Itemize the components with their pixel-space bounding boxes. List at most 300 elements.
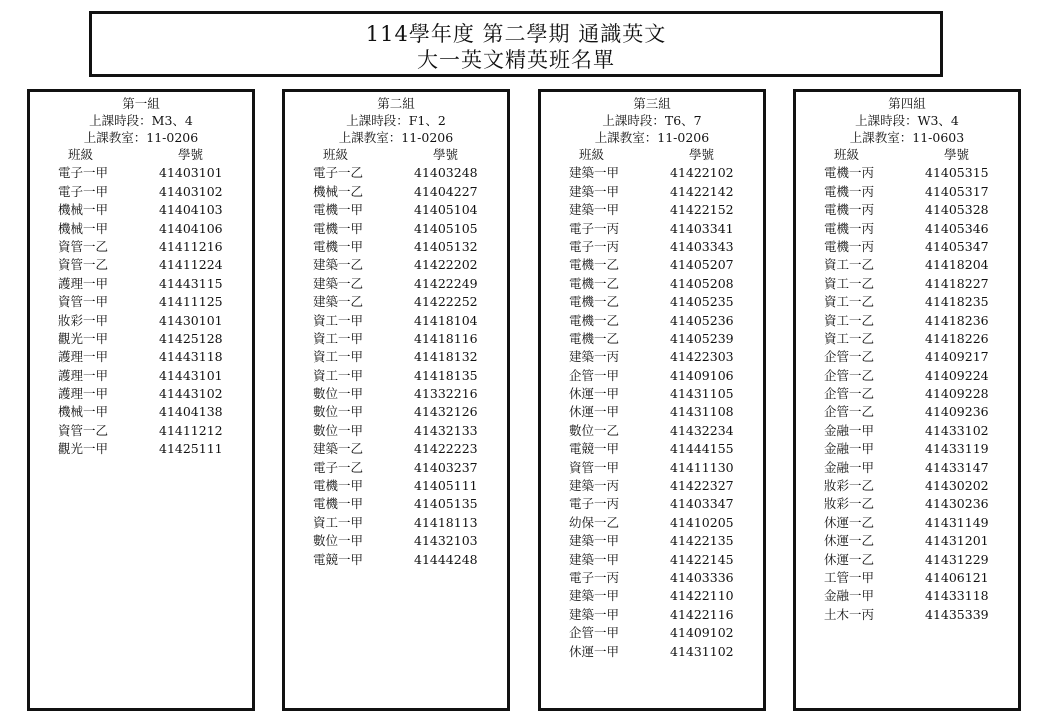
student-row — [796, 238, 1018, 256]
student-row — [541, 569, 763, 587]
student-id: 41422135 — [670, 533, 734, 549]
student-id: 41444155 — [670, 441, 734, 457]
student-class: 觀光一甲 — [58, 330, 109, 346]
student-row — [796, 164, 1018, 182]
student-class: 妝彩一甲 — [58, 312, 109, 328]
student-class: 資工一乙 — [824, 312, 875, 328]
student-row — [285, 495, 507, 513]
student-id: 41409224 — [925, 367, 989, 383]
group-heading — [30, 95, 252, 146]
student-class: 護理一甲 — [58, 386, 109, 402]
student-class: 建築一丙 — [569, 478, 620, 494]
group-time-slot: 上課時段：T6、7 — [602, 113, 702, 128]
student-id: 41418226 — [925, 330, 989, 346]
student-row — [796, 403, 1018, 421]
group-time-slot: 上課時段：M3、4 — [89, 113, 193, 128]
group-1-panel — [27, 89, 255, 711]
student-id: 41430202 — [925, 478, 989, 494]
student-class: 工管一甲 — [824, 569, 875, 585]
student-row — [541, 495, 763, 513]
student-row — [796, 256, 1018, 274]
student-row — [285, 551, 507, 569]
student-class: 資管一甲 — [58, 294, 109, 310]
student-id: 41405317 — [925, 183, 989, 199]
student-id: 41409217 — [925, 349, 989, 365]
student-class: 建築一甲 — [569, 183, 620, 199]
student-id: 41418227 — [925, 275, 989, 291]
student-row — [285, 201, 507, 219]
student-id: 41418236 — [925, 312, 989, 328]
student-class: 建築一甲 — [569, 202, 620, 218]
student-class: 電機一乙 — [569, 312, 620, 328]
column-header-row — [541, 146, 763, 164]
student-row — [796, 477, 1018, 495]
student-id: 41418113 — [414, 514, 478, 530]
student-row — [541, 422, 763, 440]
student-class: 休運一乙 — [824, 533, 875, 549]
student-row — [30, 256, 252, 274]
student-row — [796, 532, 1018, 550]
student-row — [285, 514, 507, 532]
student-id: 41404106 — [159, 220, 223, 236]
student-row — [541, 403, 763, 421]
student-id: 41418116 — [414, 330, 478, 346]
student-class: 建築一丙 — [569, 349, 620, 365]
student-class: 土木一丙 — [824, 606, 875, 622]
student-class: 建築一乙 — [313, 257, 364, 273]
column-header-class: 班級 — [579, 147, 605, 162]
student-id: 41403336 — [670, 569, 734, 585]
student-id: 41406121 — [925, 569, 989, 585]
student-row — [541, 440, 763, 458]
student-id: 41422142 — [670, 183, 734, 199]
student-row — [796, 459, 1018, 477]
student-id: 41431229 — [925, 551, 989, 567]
student-row — [541, 293, 763, 311]
student-id: 41405239 — [670, 330, 734, 346]
student-id: 41409106 — [670, 367, 734, 383]
student-row — [796, 201, 1018, 219]
student-id: 41411224 — [159, 257, 223, 273]
student-row — [285, 459, 507, 477]
student-id: 41418132 — [414, 349, 478, 365]
student-id: 41411125 — [159, 294, 223, 310]
student-id: 41405236 — [670, 312, 734, 328]
student-class: 電子一乙 — [313, 459, 364, 475]
student-id: 41422252 — [414, 294, 478, 310]
student-id: 41443101 — [159, 367, 223, 383]
column-header-row — [30, 146, 252, 164]
student-id: 41418204 — [925, 257, 989, 273]
student-id: 41443118 — [159, 349, 223, 365]
student-id: 41405315 — [925, 165, 989, 181]
student-id: 41422145 — [670, 551, 734, 567]
student-row — [541, 606, 763, 624]
student-class: 電機一丙 — [824, 202, 875, 218]
student-class: 護理一甲 — [58, 367, 109, 383]
student-id: 41432126 — [414, 404, 478, 420]
student-row — [796, 495, 1018, 513]
student-class: 機械一甲 — [58, 202, 109, 218]
student-id: 41422303 — [670, 349, 734, 365]
student-row — [30, 330, 252, 348]
student-row — [285, 385, 507, 403]
student-class: 休運一乙 — [824, 514, 875, 530]
student-id: 41403102 — [159, 183, 223, 199]
column-header-student-id: 學號 — [944, 147, 970, 162]
student-id: 41405235 — [670, 294, 734, 310]
student-row — [30, 422, 252, 440]
student-class: 電子一丙 — [569, 569, 620, 585]
student-id: 41422110 — [670, 588, 734, 604]
student-id: 41405208 — [670, 275, 734, 291]
student-class: 建築一乙 — [313, 294, 364, 310]
student-class: 建築一甲 — [569, 165, 620, 181]
column-header-student-id: 學號 — [178, 147, 204, 162]
column-header-class: 班級 — [323, 147, 349, 162]
student-row — [541, 183, 763, 201]
student-row — [30, 440, 252, 458]
student-class: 金融一甲 — [824, 422, 875, 438]
document-subtitle: 大一英文精英班名單 — [417, 48, 615, 72]
student-id: 41411130 — [670, 459, 734, 475]
student-id: 41409102 — [670, 625, 734, 641]
student-row — [796, 587, 1018, 605]
student-class: 電子一乙 — [313, 165, 364, 181]
student-class: 資管一乙 — [58, 257, 109, 273]
student-row — [285, 403, 507, 421]
column-header-row — [796, 146, 1018, 164]
student-row — [541, 312, 763, 330]
student-row — [30, 312, 252, 330]
student-id: 41405346 — [925, 220, 989, 236]
student-row — [541, 532, 763, 550]
student-class: 電子一丙 — [569, 238, 620, 254]
student-class: 幼保一乙 — [569, 514, 620, 530]
student-row — [285, 220, 507, 238]
student-class: 資工一甲 — [313, 349, 364, 365]
group-heading — [796, 95, 1018, 146]
group-3-panel — [538, 89, 766, 711]
student-class: 妝彩一乙 — [824, 496, 875, 512]
student-class: 數位一甲 — [313, 386, 364, 402]
student-id: 41405207 — [670, 257, 734, 273]
column-header-class: 班級 — [834, 147, 860, 162]
student-row — [541, 643, 763, 661]
student-row — [796, 348, 1018, 366]
student-id: 41432103 — [414, 533, 478, 549]
student-row — [285, 477, 507, 495]
student-class: 休運一甲 — [569, 643, 620, 659]
student-row — [285, 348, 507, 366]
student-class: 資工一甲 — [313, 330, 364, 346]
group-classroom: 上課教室：11-0206 — [83, 130, 199, 145]
student-class: 電機一丙 — [824, 165, 875, 181]
student-class: 建築一甲 — [569, 533, 620, 549]
student-class: 資工一乙 — [824, 294, 875, 310]
student-row — [796, 385, 1018, 403]
student-id: 41431149 — [925, 514, 989, 530]
student-class: 建築一甲 — [569, 606, 620, 622]
student-class: 建築一甲 — [569, 551, 620, 567]
student-id: 41418235 — [925, 294, 989, 310]
student-row — [285, 422, 507, 440]
student-row — [541, 275, 763, 293]
student-class: 電機一甲 — [313, 202, 364, 218]
student-class: 電子一甲 — [58, 165, 109, 181]
student-class: 電機一丙 — [824, 238, 875, 254]
student-id: 41444248 — [414, 551, 478, 567]
student-class: 電機一乙 — [569, 294, 620, 310]
student-row — [285, 256, 507, 274]
student-row — [30, 238, 252, 256]
student-row — [796, 220, 1018, 238]
student-id: 41422223 — [414, 441, 478, 457]
student-row — [796, 569, 1018, 587]
group-classroom: 上課教室：11-0603 — [849, 130, 965, 145]
student-row — [541, 587, 763, 605]
group-time-slot: 上課時段：F1、2 — [346, 113, 446, 128]
student-row — [285, 367, 507, 385]
student-id: 41431201 — [925, 533, 989, 549]
student-class: 資管一乙 — [58, 422, 109, 438]
document-header — [89, 11, 943, 77]
document-title: 114學年度 第二學期 通識英文 — [365, 22, 667, 46]
student-class: 電競一甲 — [313, 551, 364, 567]
student-class: 建築一乙 — [313, 441, 364, 457]
student-id: 41431102 — [670, 643, 734, 659]
student-row — [541, 220, 763, 238]
student-class: 企管一乙 — [824, 367, 875, 383]
student-row — [30, 367, 252, 385]
student-class: 資工一甲 — [313, 312, 364, 328]
student-class: 企管一甲 — [569, 625, 620, 641]
student-row — [796, 330, 1018, 348]
student-class: 金融一甲 — [824, 459, 875, 475]
student-class: 妝彩一乙 — [824, 478, 875, 494]
student-id: 41433147 — [925, 459, 989, 475]
student-row — [796, 514, 1018, 532]
student-id: 41430236 — [925, 496, 989, 512]
student-row — [285, 275, 507, 293]
student-id: 41405135 — [414, 496, 478, 512]
student-row — [285, 293, 507, 311]
student-row — [30, 385, 252, 403]
student-row — [30, 348, 252, 366]
student-row — [796, 422, 1018, 440]
group-classroom: 上課教室：11-0206 — [594, 130, 710, 145]
student-row — [796, 293, 1018, 311]
student-class: 電機一甲 — [313, 238, 364, 254]
group-name: 第一組 — [122, 96, 160, 111]
student-id: 41443115 — [159, 275, 223, 291]
group-classroom: 上課教室：11-0206 — [338, 130, 454, 145]
student-class: 資管一乙 — [58, 238, 109, 254]
student-row — [30, 275, 252, 293]
student-row — [541, 330, 763, 348]
student-id: 41409236 — [925, 404, 989, 420]
student-row — [285, 532, 507, 550]
student-id: 41422327 — [670, 478, 734, 494]
student-row — [541, 385, 763, 403]
student-row — [30, 164, 252, 182]
student-class: 企管一乙 — [824, 404, 875, 420]
student-id: 41404227 — [414, 183, 478, 199]
student-class: 電子一甲 — [58, 183, 109, 199]
student-class: 觀光一甲 — [58, 441, 109, 457]
student-class: 數位一甲 — [313, 404, 364, 420]
student-class: 電機一甲 — [313, 478, 364, 494]
student-id: 41405347 — [925, 238, 989, 254]
student-id: 41433119 — [925, 441, 989, 457]
student-class: 企管一甲 — [569, 367, 620, 383]
student-class: 休運一甲 — [569, 404, 620, 420]
student-class: 資工一乙 — [824, 257, 875, 273]
student-id: 41410205 — [670, 514, 734, 530]
student-id: 41425111 — [159, 441, 223, 457]
student-class: 電機一乙 — [569, 275, 620, 291]
group-name: 第三組 — [633, 96, 671, 111]
student-row — [541, 201, 763, 219]
student-row — [541, 551, 763, 569]
student-class: 企管一乙 — [824, 349, 875, 365]
student-row — [30, 183, 252, 201]
student-id: 41411216 — [159, 238, 223, 254]
student-id: 41411212 — [159, 422, 223, 438]
student-row — [285, 238, 507, 256]
student-class: 建築一乙 — [313, 275, 364, 291]
student-row — [796, 275, 1018, 293]
student-row — [285, 330, 507, 348]
student-id: 41418104 — [414, 312, 478, 328]
student-row — [541, 459, 763, 477]
student-row — [796, 440, 1018, 458]
student-row — [30, 293, 252, 311]
student-id: 41403341 — [670, 220, 734, 236]
student-class: 企管一乙 — [824, 386, 875, 402]
group-time-slot: 上課時段：W3、4 — [855, 113, 959, 128]
student-class: 數位一甲 — [313, 422, 364, 438]
student-id: 41431105 — [670, 386, 734, 402]
student-id: 41422249 — [414, 275, 478, 291]
group-4-panel — [793, 89, 1021, 711]
student-class: 電機一甲 — [313, 220, 364, 236]
student-row — [541, 256, 763, 274]
student-class: 機械一乙 — [313, 183, 364, 199]
student-class: 電子一丙 — [569, 496, 620, 512]
student-class: 資工一乙 — [824, 275, 875, 291]
student-row — [796, 606, 1018, 624]
student-class: 資工一甲 — [313, 367, 364, 383]
column-header-class: 班級 — [68, 147, 94, 162]
student-class: 資工一乙 — [824, 330, 875, 346]
student-id: 41433118 — [925, 588, 989, 604]
student-class: 建築一甲 — [569, 588, 620, 604]
student-class: 機械一甲 — [58, 404, 109, 420]
group-name: 第四組 — [888, 96, 926, 111]
student-id: 41403237 — [414, 459, 478, 475]
student-row — [541, 514, 763, 532]
student-id: 41422102 — [670, 165, 734, 181]
student-row — [30, 220, 252, 238]
student-class: 資工一甲 — [313, 514, 364, 530]
student-class: 電機一乙 — [569, 330, 620, 346]
student-id: 41332216 — [414, 386, 478, 402]
student-class: 護理一甲 — [58, 349, 109, 365]
student-row — [285, 183, 507, 201]
column-header-student-id: 學號 — [433, 147, 459, 162]
student-row — [541, 348, 763, 366]
student-id: 41405105 — [414, 220, 478, 236]
student-class: 數位一乙 — [569, 422, 620, 438]
student-class: 電競一甲 — [569, 441, 620, 457]
student-id: 41418135 — [414, 367, 478, 383]
student-row — [541, 367, 763, 385]
student-id: 41405104 — [414, 202, 478, 218]
student-class: 電機一丙 — [824, 220, 875, 236]
student-class: 金融一甲 — [824, 441, 875, 457]
group-heading — [541, 95, 763, 146]
student-class: 金融一甲 — [824, 588, 875, 604]
student-row — [796, 183, 1018, 201]
student-class: 機械一甲 — [58, 220, 109, 236]
student-id: 41405111 — [414, 478, 478, 494]
student-id: 41403343 — [670, 238, 734, 254]
student-id: 41432234 — [670, 422, 734, 438]
student-id: 41422152 — [670, 202, 734, 218]
student-id: 41425128 — [159, 330, 223, 346]
student-class: 電機一乙 — [569, 257, 620, 273]
student-id: 41403248 — [414, 165, 478, 181]
student-class: 資管一甲 — [569, 459, 620, 475]
student-id: 41403347 — [670, 496, 734, 512]
group-heading — [285, 95, 507, 146]
student-row — [541, 624, 763, 642]
student-row — [796, 367, 1018, 385]
student-id: 41405132 — [414, 238, 478, 254]
student-row — [285, 440, 507, 458]
student-id: 41404103 — [159, 202, 223, 218]
student-id: 41432133 — [414, 422, 478, 438]
column-header-student-id: 學號 — [689, 147, 715, 162]
column-header-row — [285, 146, 507, 164]
student-row — [285, 164, 507, 182]
student-class: 休運一乙 — [824, 551, 875, 567]
student-row — [541, 477, 763, 495]
student-row — [541, 238, 763, 256]
group-2-panel — [282, 89, 510, 711]
student-class: 電子一丙 — [569, 220, 620, 236]
student-id: 41405328 — [925, 202, 989, 218]
student-class: 電機一丙 — [824, 183, 875, 199]
student-id: 41433102 — [925, 422, 989, 438]
student-row — [30, 201, 252, 219]
student-class: 數位一甲 — [313, 533, 364, 549]
student-row — [285, 312, 507, 330]
student-id: 41404138 — [159, 404, 223, 420]
student-id: 41422116 — [670, 606, 734, 622]
student-id: 41443102 — [159, 386, 223, 402]
student-id: 41403101 — [159, 165, 223, 181]
student-id: 41409228 — [925, 386, 989, 402]
student-row — [541, 164, 763, 182]
student-class: 休運一甲 — [569, 386, 620, 402]
group-name: 第二組 — [377, 96, 415, 111]
student-id: 41422202 — [414, 257, 478, 273]
student-class: 電機一甲 — [313, 496, 364, 512]
student-row — [796, 312, 1018, 330]
student-id: 41430101 — [159, 312, 223, 328]
